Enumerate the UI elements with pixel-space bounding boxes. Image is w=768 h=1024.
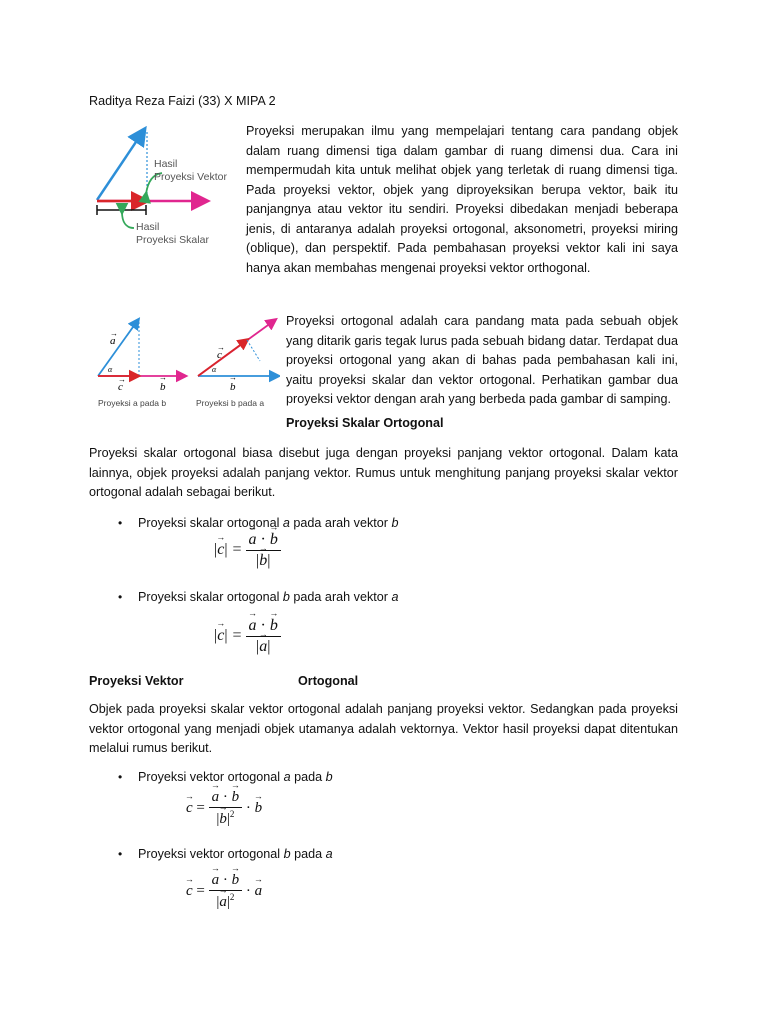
svg-text:→: → <box>159 373 167 382</box>
vector-a-line <box>97 130 144 200</box>
label-proyeksi-skalar: Proyeksi Skalar <box>136 234 209 246</box>
label-hasil-bottom: Hasil <box>136 221 160 233</box>
author-line: Raditya Reza Faizi (33) X MIPA 2 <box>89 94 276 108</box>
right-perpendicular <box>247 340 260 361</box>
left-label-a: a <box>110 335 116 347</box>
heading-scalar-orthogonal: Proyeksi Skalar Ortogonal <box>286 416 444 430</box>
right-caption: Proyeksi b pada a <box>196 398 265 408</box>
label-proyeksi-vektor: Proyeksi Vektor <box>154 171 227 183</box>
figure-projection-diagram <box>88 118 238 258</box>
bullet-vector-b-on-a: • Proyeksi vektor ortogonal b pada a <box>118 847 333 861</box>
svg-text:→: → <box>110 329 118 338</box>
svg-text:→: → <box>118 375 126 384</box>
scalar-paragraph: Proyeksi skalar ortogonal biasa disebut juga dengan proyeksi panjang vektor ortogonal. Dalam kata lainnya, objek proyeksi adalah panjang vektor. Rumus untuk menghitung panjang proyeksi skalar vektor ortogonal adalah sebagai berikut. <box>89 446 678 499</box>
formula-scalar-a-on-b: |→ c| = → $\frac{a \cdot \to b}{|\to b|}$ <box>213 531 281 570</box>
svg-text:α: α <box>108 365 113 374</box>
svg-text:α: α <box>212 365 217 374</box>
bullet-scalar-a-on-b: • Proyeksi skalar ortogonal a pada arah vektor b <box>118 516 399 530</box>
heading-vector-orthogonal-part1: Proyeksi Vektor <box>89 674 184 688</box>
svg-text:→: → <box>229 373 237 382</box>
formula-vector-a-on-b: → c = → $\frac{a \cdot \to b}{|\to b|^2}$ · → b <box>186 789 262 828</box>
bullet-scalar-b-on-a: • Proyeksi skalar ortogonal b pada arah vektor a <box>118 590 399 604</box>
svg-text:→: → <box>217 343 225 352</box>
right-label-b: b <box>230 381 236 393</box>
left-label-c: c <box>118 381 123 393</box>
arrow-to-scalar-label <box>122 212 134 228</box>
left-caption: Proyeksi a pada b <box>98 398 167 408</box>
label-hasil-top: Hasil <box>154 158 178 170</box>
heading-vector-orthogonal-part2: Ortogonal <box>298 674 359 688</box>
formula-vector-b-on-a: → c = → $\frac{a \cdot \to b}{|\to a|^2}$ · → a <box>186 872 262 911</box>
orthogonal-paragraph: Proyeksi ortogonal adalah cara pandang mata pada sebuah objek yang ditarik garis tegak lurus pada sebuah bidang datar. Terdapat dua proyeksi ortogonal yang akan di bahas pada pembahasan kali ini, yaitu proyeksi skalar dan vektor ortogonal. Perhatikan gambar dua proyeksi vektor dengan arah yang berbeda pada gambar di samping. <box>286 314 678 406</box>
svg-text:a: a <box>270 385 274 394</box>
vector-paragraph: Objek pada proyeksi skalar vektor ortogonal adalah panjang proyeksi vektor. Sedangkan pada proyeksi vektor ortogonal yang menjadi objek utamanya adalah vektornya. Vektor hasil proyeksi dapat ditentukan melalui rumus berikut. <box>89 702 678 755</box>
figure-two-projections <box>90 314 280 414</box>
right-label-c: c <box>217 349 222 361</box>
left-label-b: b <box>160 381 166 393</box>
bullet-vector-a-on-b: • Proyeksi vektor ortogonal a pada b <box>118 770 333 784</box>
formula-scalar-b-on-a: |→ c| = → $\frac{a \cdot \to b}{|\to a|}$ <box>213 617 281 656</box>
intro-paragraph: Proyeksi merupakan ilmu yang mempelajari tentang cara pandang objek dalam ruang dimensi tiga dalam gambar di ruang dimensi dua. Cara ini mempermudah kita untuk melihat objek yang terletak di ruang dimensi tiga. Pada proyeksi vektor, objek yang diproyeksikan berupa vektor, baik itu panjangnya atau vektor itu sendiri. Proyeksi dibedakan menjadi beberapa jenis, di antaranya adalah proyeksi ortogonal, aksonometri, proyeksi miring (oblique), dan perspektif. Pada pembahasan proyeksi vektor kali ini saya hanya akan membahas mengenai proyeksi vektor orthogonal. <box>246 124 678 275</box>
left-vector-a <box>98 320 138 376</box>
